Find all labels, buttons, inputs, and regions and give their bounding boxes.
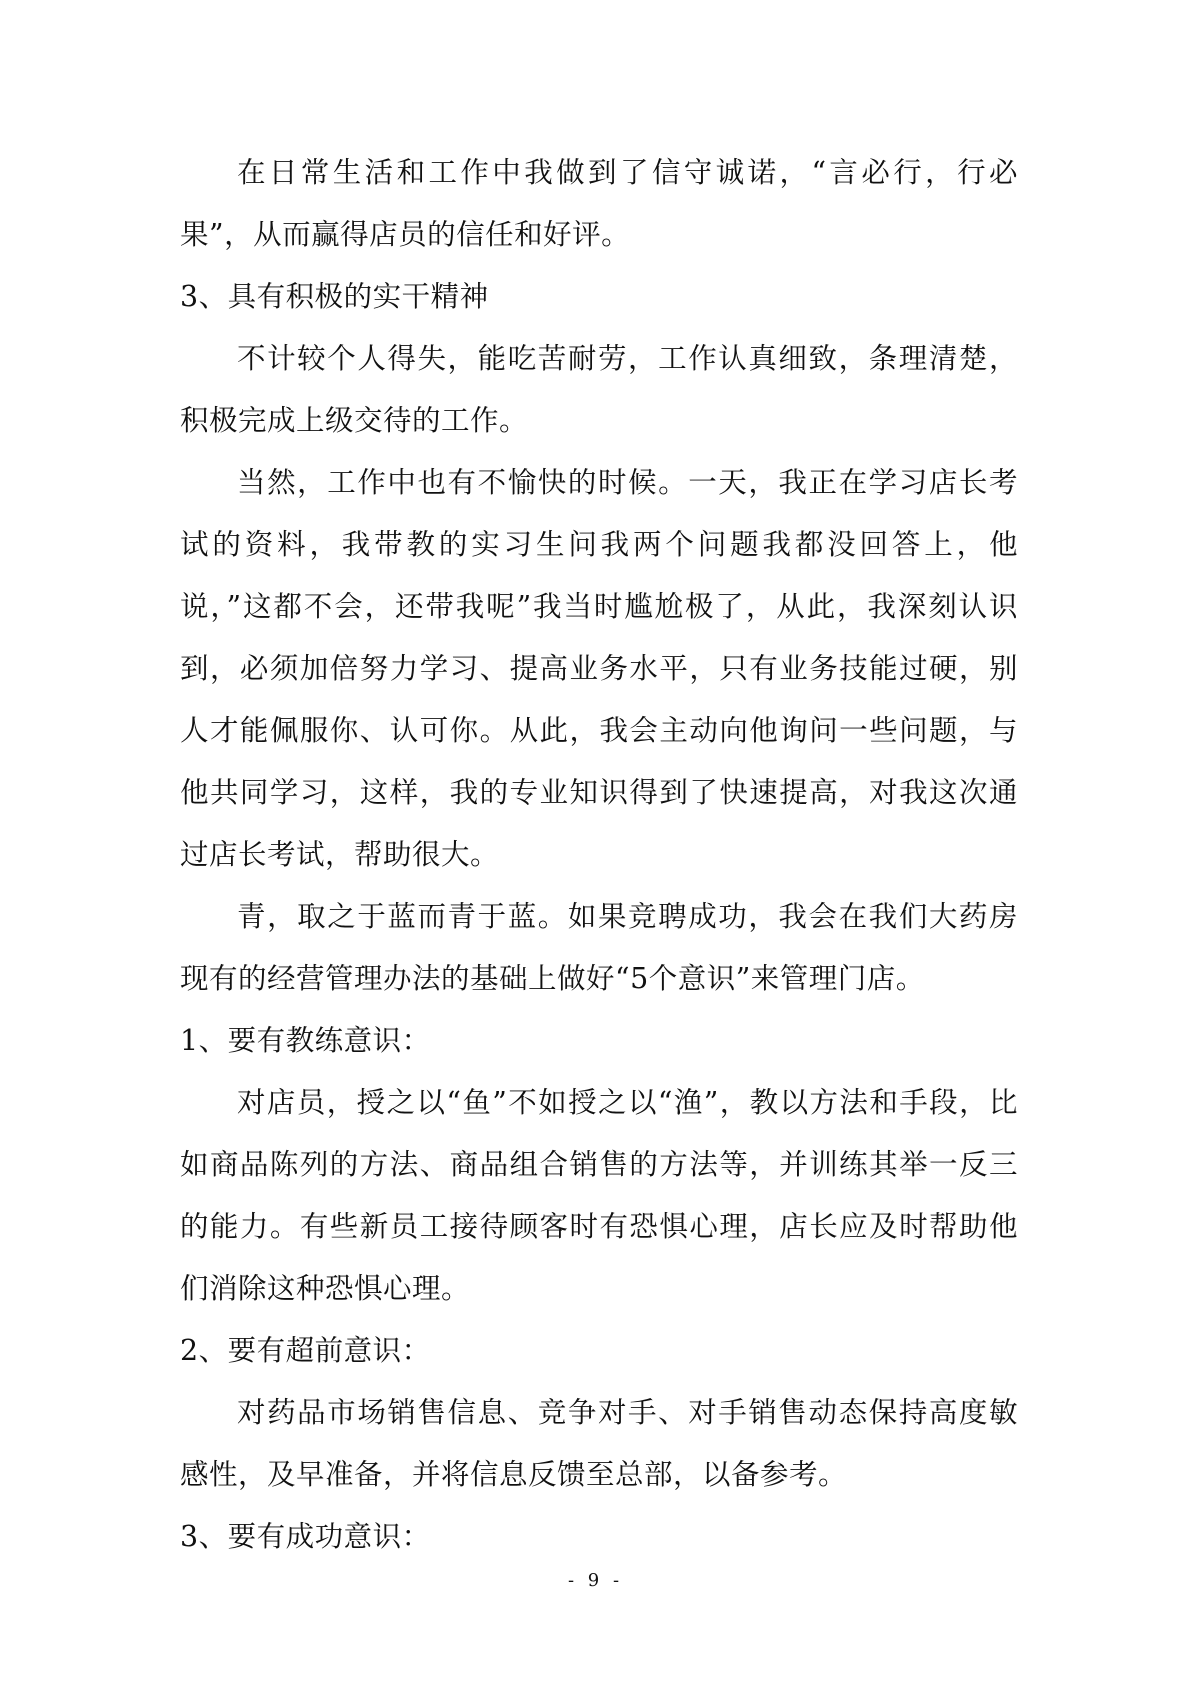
- document-body: [180, 142, 1018, 1568]
- heading-success-awareness: 3、要有成功意识：: [180, 1520, 431, 1553]
- paragraph-market-sensitivity: 对药品市场销售信息、竞争对手、对手销售动态保持高度敏感性，及早准备，并将信息反馈至总部，以备参考。: [180, 1396, 1018, 1491]
- heading-practical-spirit: 3、具有积极的实干精神: [180, 280, 489, 313]
- paragraph-integrity: 在日常生活和工作中我做到了信守诚诺，“言必行，行必果”，从而赢得店员的信任和好评。: [180, 156, 1018, 251]
- paragraph-five-awareness-intro: 青，取之于蓝而青于蓝。如果竞聘成功，我会在我们大药房现有的经营管理办法的基础上做好“5个意识”来管理门店。: [180, 900, 1018, 995]
- heading-coaching-awareness: 1、要有教练意识：: [180, 1024, 431, 1057]
- paragraph-coaching: 对店员，授之以“鱼”不如授之以“渔”，教以方法和手段，比如商品陈列的方法、商品组合销售的方法等，并训练其举一反三的能力。有些新员工接待顾客时有恐惧心理，店长应及时帮助他们消除这种恐惧心理。: [180, 1086, 1018, 1305]
- paragraph-hard-work: 不计较个人得失，能吃苦耐劳，工作认真细致，条理清楚，积极完成上级交待的工作。: [180, 342, 1018, 437]
- page-number: - 9 -: [567, 1570, 624, 1591]
- heading-forward-awareness: 2、要有超前意识：: [180, 1334, 431, 1367]
- paragraph-unpleasant-experience: 当然，工作中也有不愉快的时候。一天，我正在学习店长考试的资料，我带教的实习生问我两个问题我都没回答上，他说，”这都不会，还带我呢”我当时尴尬极了，从此，我深刻认识到，必须加倍努力学习、提高业务水平，只有业务技能过硬，别人才能佩服你、认可你。从此，我会主动向他询问一些问题，与他共同学习，这样，我的专业知识得到了快速提高，对我这次通过店长考试，帮助很大。: [180, 466, 1018, 871]
